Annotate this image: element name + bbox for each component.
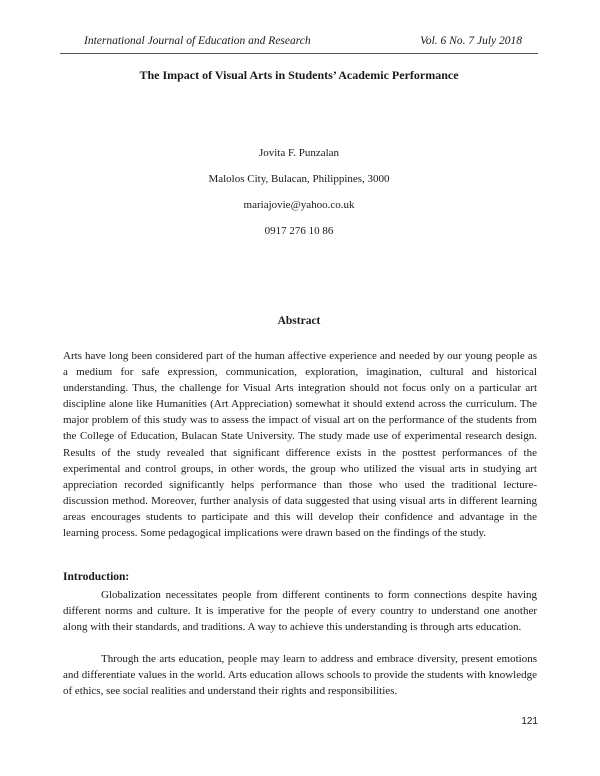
running-header [84, 35, 522, 53]
intro-paragraph-2: Through the arts education, people may learn to address and embrace diversity, present emotions and differentiate values in the world. Arts education allows schools to provide the students with knowledge of ethics, see social realities and understand their rights and responsibilities. [63, 653, 537, 698]
author-email: mariajovie@yahoo.co.uk [243, 199, 355, 211]
header-rule [60, 53, 538, 54]
journal-name: International Journal of Education and Research [84, 35, 311, 47]
page-number: 121 [521, 716, 538, 727]
author-name: Jovita F. Punzalan [258, 147, 340, 159]
volume-info: Vol. 6 No. 7 July 2018 [420, 35, 522, 47]
intro-paragraph-1: Globalization necessitates people from different continents to form connections despite having different norms and culture. It is imperative for the people of every country to understand one another along with their standards, and traditions. A way to achieve this understanding is through arts education. [63, 589, 537, 634]
author-address: Malolos City, Bulacan, Philippines, 3000 [208, 173, 390, 185]
introduction-heading: Introduction: [63, 571, 130, 583]
abstract-heading: Abstract [277, 315, 321, 327]
abstract-text: Arts have long been considered part of the human affective experience and needed by our young people as a medium for safe expression, communication, exploration, imagination, cultural and historical understanding. Thus, the challenge for Visual Arts integration should not focus only on a particular art discipline alone like Humanities (Art Appreciation) somewhat it should extend across the curriculum. The major problem of this study was to assess the impact of visual art on the performance of the students from the College of Education, Bulacan State University. The study made use of experimental research design. Results of the study revealed that significant difference exists in the posttest performances of the experimental and control groups, in other words, the group who utilized the visual arts in studying art appreciation recorded significantly helps performance than those who used the traditional lecture-discussion method. Moreover, further analysis of data suggested that using visual arts in different learning areas encourages students to participate and this will develop their confidence and advantage in the learning process. Some pedagogical implications were drawn based on the findings of the study. [63, 350, 537, 540]
paper-title: The Impact of Visual Arts in Students’ Academic Performance [139, 68, 459, 82]
author-phone: 0917 276 10 86 [264, 225, 334, 237]
